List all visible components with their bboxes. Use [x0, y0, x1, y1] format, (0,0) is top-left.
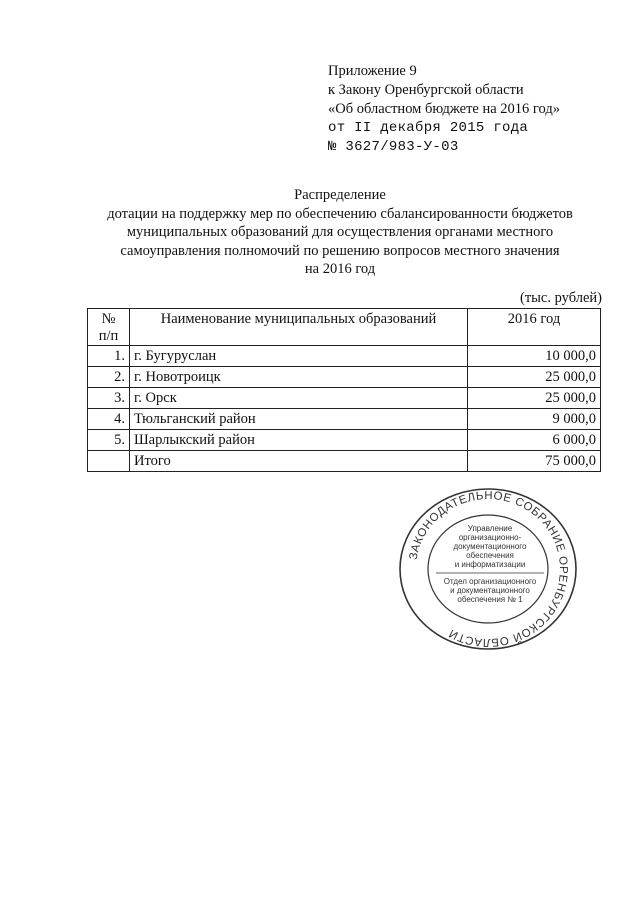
table-row — [88, 430, 601, 451]
row-name: Шарлыкский район — [130, 430, 468, 451]
row-value: 10 000,0 — [468, 346, 601, 367]
table-row — [88, 409, 601, 430]
stamp-outer-ring — [400, 489, 576, 649]
row-value: 25 000,0 — [468, 367, 601, 388]
appendix-law-ref: к Закону Оренбургской области — [328, 82, 524, 98]
stamp-ring-text: ЗАКОНОДАТЕЛЬНОЕ СОБРАНИЕ ОРЕНБУРГСКОЙ ОБЛАСТИ — [407, 489, 570, 649]
row-num: 4. — [88, 409, 130, 430]
stamp-line: обеспечения № 1 — [457, 595, 523, 604]
header-name: Наименование муниципальных образований — [130, 309, 468, 346]
stamp-line: и документационного — [450, 586, 530, 595]
stamp-line: Отдел организационного — [443, 577, 537, 586]
row-value: 25 000,0 — [468, 388, 601, 409]
total-label: Итого — [130, 451, 468, 472]
appendix-number: Приложение 9 — [328, 63, 417, 79]
title-line: самоуправления полномочий по решению вопросов местного значения — [120, 242, 560, 259]
total-value: 75 000,0 — [468, 451, 601, 472]
row-name: г. Бугуруслан — [130, 346, 468, 367]
table-total-row — [88, 451, 601, 472]
table-row — [88, 346, 601, 367]
total-blank — [88, 451, 130, 472]
stamp-inner-text — [436, 524, 544, 604]
stamp-line: документационного — [453, 542, 527, 551]
official-stamp — [396, 485, 580, 653]
appendix-date: от II декабря 2015 года — [328, 120, 529, 136]
header-num-symbol: № — [101, 311, 116, 327]
row-num: 3. — [88, 388, 130, 409]
title-line: Распределение — [294, 187, 386, 203]
table-header-row — [88, 309, 601, 346]
row-name: г. Орск — [130, 388, 468, 409]
stamp-line: обеспечения — [466, 551, 514, 560]
stamp-line: организационно- — [458, 533, 522, 542]
appendix-law-title: «Об областном бюджете на 2016 год» — [328, 101, 560, 117]
stamp-line: и информатизации — [454, 560, 526, 569]
header-year: 2016 год — [468, 309, 601, 346]
row-name: г. Новотроицк — [130, 367, 468, 388]
row-value: 9 000,0 — [468, 409, 601, 430]
row-num: 1. — [88, 346, 130, 367]
stamp-line: Управление — [467, 524, 513, 533]
table-row — [88, 367, 601, 388]
table-row — [88, 388, 601, 409]
unit-label: (тыс. рублей) — [520, 290, 602, 306]
appendix-reg-number: № 3627/983-У-03 — [328, 139, 459, 155]
appendix-header — [328, 62, 560, 157]
document-title — [70, 186, 610, 279]
row-name: Тюльганский район — [130, 409, 468, 430]
row-num: 5. — [88, 430, 130, 451]
title-line: дотации на поддержку мер по обеспечению сбалансированности бюджетов — [107, 205, 573, 222]
header-num-abbr: п/п — [98, 328, 119, 344]
title-line: на 2016 год — [304, 261, 376, 277]
row-value: 6 000,0 — [468, 430, 601, 451]
title-line: муниципальных образований для осуществления органами местного — [126, 224, 554, 240]
distribution-table — [87, 308, 601, 472]
row-num: 2. — [88, 367, 130, 388]
header-num — [88, 309, 130, 346]
